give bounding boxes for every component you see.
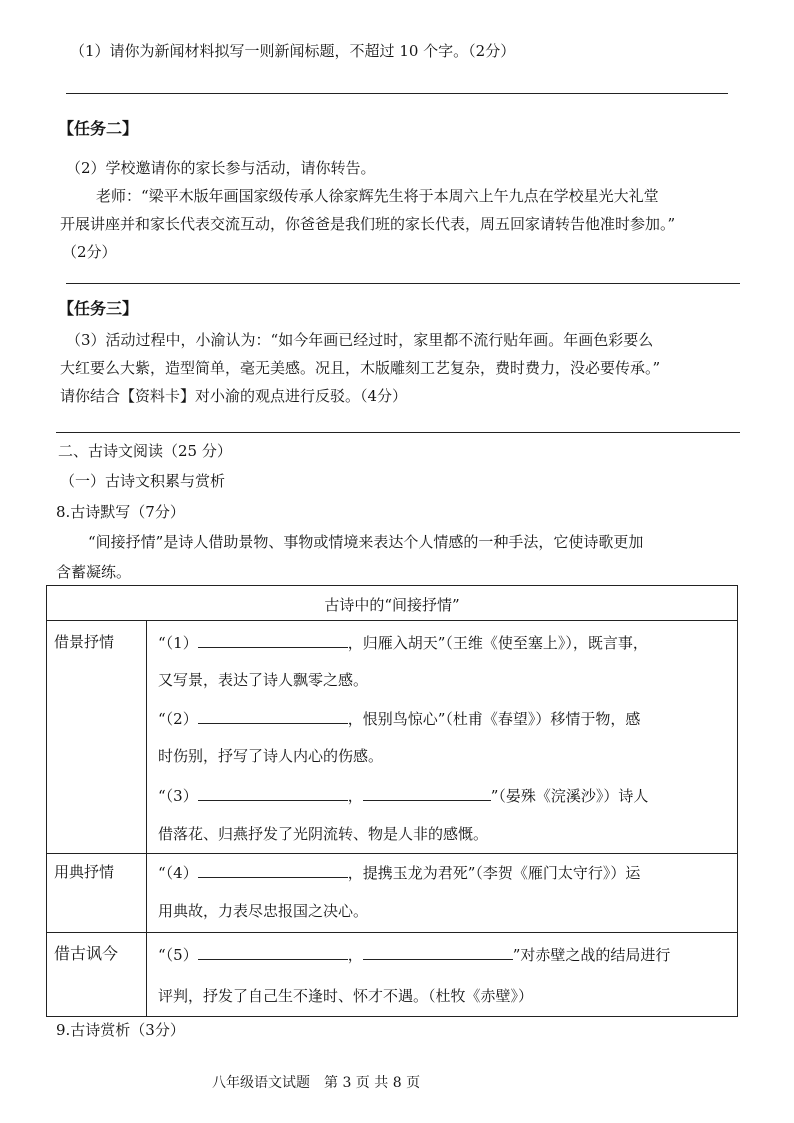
row-label-history: 借古讽今 bbox=[54, 944, 119, 963]
line-suffix-1: ，归雁入胡天”（王维《使至塞上》），既言事， bbox=[347, 634, 648, 652]
row1-line2: 又写景，表达了诗人飘零之感。 bbox=[158, 671, 369, 689]
question-3-line-3: 请你结合【资料卡】对小渝的观点进行反驳。（4分） bbox=[60, 387, 408, 405]
answer-blank-5a[interactable] bbox=[198, 944, 348, 960]
table-row-divider-2 bbox=[46, 932, 738, 933]
line-suffix-2: ，恨别鸟惊心”（杜甫《春望》）移情于物，感 bbox=[347, 710, 641, 728]
question-3-line-2: 大红要么大紫，造型简单，毫无美感。况且，木版雕刻工艺复杂，费时费力，没必要传承。” bbox=[60, 359, 661, 377]
question-9-title: 9.古诗赏析（3分） bbox=[56, 1021, 185, 1039]
row1-line4: 时伤别，抒写了诗人内心的伤感。 bbox=[158, 747, 384, 765]
teacher-quote-line-2: 开展讲座并和家长代表交流互动，你爸爸是我们班的家长代表，周五回家请转告他准时参加。” bbox=[60, 215, 676, 233]
task3-heading: 【任务三】 bbox=[58, 299, 139, 318]
question-1: （1）请你为新闻材料拟写一则新闻标题，不超过 10 个字。（2分） bbox=[70, 42, 516, 60]
row3-line1 bbox=[158, 944, 670, 965]
answer-line-3[interactable] bbox=[56, 432, 740, 433]
answer-blank-4[interactable] bbox=[198, 862, 348, 878]
answer-blank-1[interactable] bbox=[198, 632, 348, 648]
row-label-allusion: 用典抒情 bbox=[54, 863, 115, 881]
task2-heading: 【任务二】 bbox=[58, 119, 139, 138]
answer-blank-2[interactable] bbox=[198, 708, 348, 724]
row1-line3 bbox=[158, 708, 640, 729]
row1-line5 bbox=[158, 785, 648, 806]
intro-line-2: 含蓄凝练。 bbox=[56, 563, 132, 581]
row1-line1 bbox=[158, 632, 648, 653]
answer-blank-3a[interactable] bbox=[198, 785, 348, 801]
table-row-divider-1 bbox=[46, 853, 738, 854]
line-suffix-5: ”对赤壁之战的结局进行 bbox=[512, 946, 671, 964]
answer-line-1[interactable] bbox=[66, 93, 728, 94]
teacher-quote-line-1: 老师：“梁平木版年画国家级传承人徐家辉先生将于本周六上午九点在学校星光大礼堂 bbox=[96, 187, 659, 205]
question-3-line-1: （3）活动过程中，小渝认为：“如今年画已经过时，家里都不流行贴年画。年画色彩要么 bbox=[66, 331, 654, 349]
row1-line6: 借落花、归燕抒发了光阴流转、物是人非的感慨。 bbox=[158, 825, 489, 843]
line-suffix-4: ，提携玉龙为君死”（李贺《雁门太守行》）运 bbox=[347, 864, 641, 882]
row2-line2: 用典故，力表尽忠报国之决心。 bbox=[158, 902, 369, 920]
row3-line2: 评判，抒发了自己生不逢时、怀才不遇。（杜牧《赤壁》） bbox=[158, 987, 534, 1005]
question-2: （2）学校邀请你的家长参与活动，请你转告。 bbox=[66, 159, 376, 177]
blank-prefix-3: “（3） bbox=[158, 787, 198, 805]
question-2-score: （2分） bbox=[62, 243, 117, 261]
answer-blank-3b[interactable] bbox=[363, 785, 491, 801]
row-label-scene: 借景抒情 bbox=[54, 633, 115, 651]
blank-separator-3: ， bbox=[347, 787, 363, 805]
blank-prefix-1: “（1） bbox=[158, 634, 198, 652]
section-title: 二、古诗文阅读（25 分） bbox=[58, 442, 232, 460]
row2-line1 bbox=[158, 862, 640, 883]
blank-prefix-2: “（2） bbox=[158, 710, 198, 728]
page-footer: 八年级语文试题 第 3 页 共 8 页 bbox=[212, 1075, 421, 1091]
blank-separator-5: ， bbox=[347, 946, 363, 964]
subsection-title: （一）古诗文积累与赏析 bbox=[60, 472, 226, 490]
table-header: 古诗中的“间接抒情” bbox=[324, 596, 460, 614]
answer-line-2[interactable] bbox=[66, 283, 740, 284]
blank-prefix-4: “（4） bbox=[158, 864, 198, 882]
line-suffix-3: ”（晏殊《浣溪沙》）诗人 bbox=[490, 787, 649, 805]
table-column-divider bbox=[146, 620, 147, 1017]
blank-prefix-5: “（5） bbox=[158, 946, 198, 964]
table-header-divider bbox=[46, 620, 738, 621]
answer-blank-5b[interactable] bbox=[363, 944, 513, 960]
intro-line-1: “间接抒情”是诗人借助景物、事物或情境来表达个人情感的一种手法，它使诗歌更加 bbox=[88, 533, 644, 551]
question-8-title: 8.古诗默写（7分） bbox=[56, 503, 185, 521]
